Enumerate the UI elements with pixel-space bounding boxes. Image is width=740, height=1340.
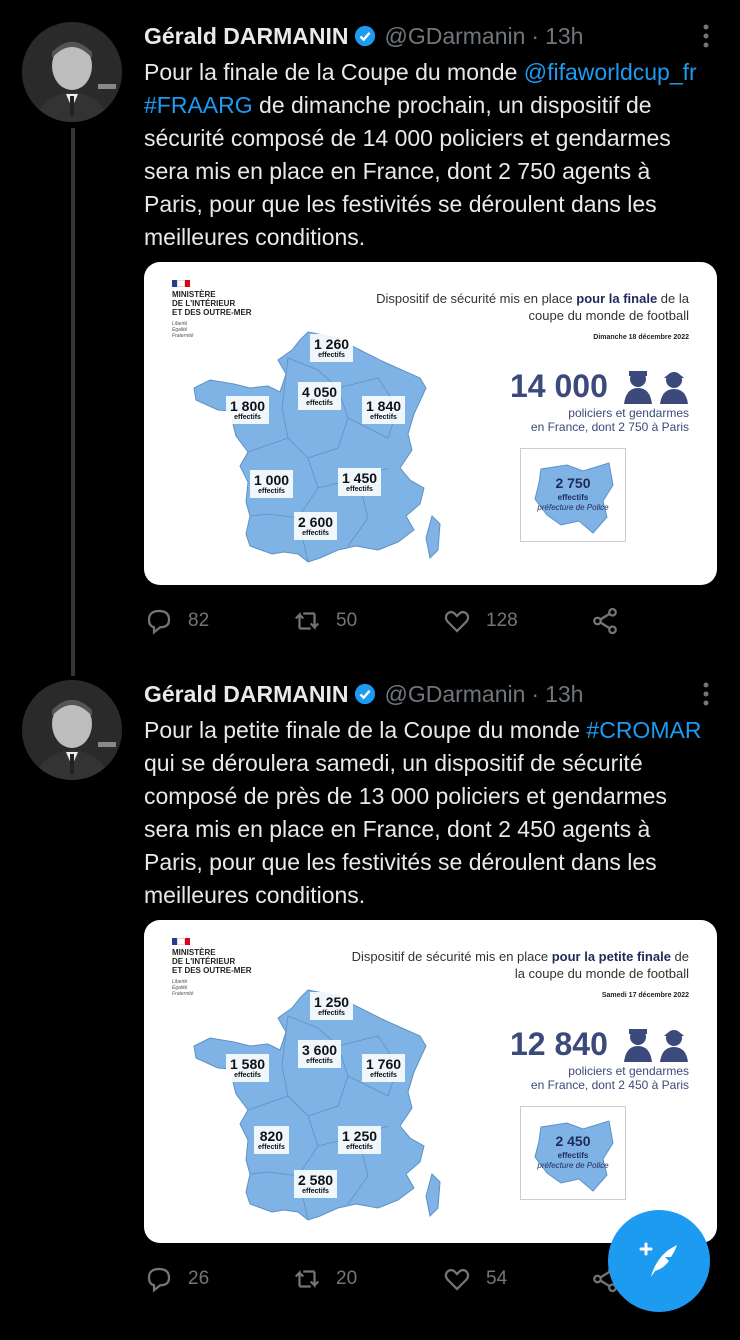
tweet-text xyxy=(144,714,714,912)
mention-link[interactable]: @fifaworldcup_fr xyxy=(523,59,697,85)
forces-line: en France, dont 2 750 à Paris xyxy=(530,420,689,434)
zone-label xyxy=(310,334,353,362)
zone-label xyxy=(362,396,405,424)
zone-label xyxy=(250,470,293,498)
zone-count: 1 760 xyxy=(366,1056,402,1072)
tweet-text-part: Pour la finale de la Coupe du monde xyxy=(144,59,524,85)
zone-unit: effectifs xyxy=(258,1144,285,1151)
compose-tweet-icon xyxy=(637,1239,681,1283)
retweet-button[interactable] xyxy=(292,1262,357,1296)
share-button[interactable] xyxy=(590,604,634,638)
avatar-photo xyxy=(22,22,122,122)
zone-label xyxy=(254,1126,289,1154)
forces-line: policiers et gendarmes xyxy=(568,406,689,420)
author-handle[interactable]: @GDarmanin xyxy=(384,680,526,707)
zone-unit: effectifs xyxy=(258,488,285,495)
zone-unit: effectifs xyxy=(370,414,397,421)
reply-icon xyxy=(144,606,174,636)
motto-line: Fraternité xyxy=(172,333,194,339)
zone-unit: effectifs xyxy=(234,414,261,421)
zone-count: 1 840 xyxy=(366,398,402,414)
more-options-icon[interactable] xyxy=(700,680,712,708)
like-count: 128 xyxy=(486,610,518,631)
zone-count: 1 450 xyxy=(342,470,378,486)
police-officers-icon xyxy=(622,368,692,404)
paris-authority: préfecture de Police xyxy=(537,1161,609,1170)
paris-inset xyxy=(520,448,626,542)
author-handle[interactable]: @GDarmanin xyxy=(384,22,526,49)
hashtag-link[interactable]: #FRAARG xyxy=(144,92,253,118)
paris-authority: préfecture de Police xyxy=(537,503,609,512)
avatar-photo xyxy=(22,680,122,780)
heart-icon xyxy=(442,1264,472,1294)
zone-count: 1 000 xyxy=(254,472,290,488)
hashtag-link[interactable]: #CROMAR xyxy=(586,717,702,743)
paris-count: 2 750 xyxy=(555,475,591,491)
separator-dot: · xyxy=(531,22,540,49)
compose-tweet-button[interactable] xyxy=(608,1210,710,1312)
reply-icon xyxy=(144,1264,174,1294)
heart-icon xyxy=(442,606,472,636)
zone-count: 1 250 xyxy=(342,1128,378,1144)
zone-label xyxy=(298,1040,341,1068)
like-count: 54 xyxy=(486,1268,508,1289)
reply-button[interactable] xyxy=(144,604,209,638)
avatar[interactable] xyxy=(22,22,122,122)
tweet-text-part: Pour la petite finale de la Coupe du monde xyxy=(144,717,587,743)
zone-unit: effectifs xyxy=(306,1058,333,1065)
retweet-icon xyxy=(292,1264,322,1294)
zone-label xyxy=(294,512,337,540)
ministry-line: ET DES OUTRE-MER xyxy=(172,966,252,975)
title-bold: pour la petite finale xyxy=(551,949,671,964)
verified-badge-icon xyxy=(354,25,376,47)
retweet-count: 50 xyxy=(336,610,358,631)
ministry-line: MINISTÈRE xyxy=(172,290,216,299)
tweet-image[interactable] xyxy=(144,262,717,585)
forces-description xyxy=(469,406,689,434)
reply-count: 26 xyxy=(188,1268,210,1289)
zone-label xyxy=(226,396,269,424)
title-bold: pour la finale xyxy=(576,291,658,306)
motto-line: Égalité xyxy=(172,985,188,991)
zone-unit: effectifs xyxy=(234,1072,261,1079)
ministry-line: ET DES OUTRE-MER xyxy=(172,308,252,317)
zone-count: 2 600 xyxy=(298,514,334,530)
title-part: Dispositif de sécurité mis en place xyxy=(351,949,552,964)
total-forces: 12 840 xyxy=(510,1026,608,1062)
share-icon xyxy=(590,606,620,636)
zone-count: 1 580 xyxy=(230,1056,266,1072)
zone-unit: effectifs xyxy=(302,530,329,537)
motto-line: Liberté xyxy=(172,979,188,985)
like-button[interactable] xyxy=(442,604,518,638)
zone-unit: effectifs xyxy=(346,1144,373,1151)
tweet-image[interactable] xyxy=(144,920,717,1243)
zone-count: 1 260 xyxy=(314,336,350,352)
retweet-icon xyxy=(292,606,322,636)
zone-unit: effectifs xyxy=(318,1010,345,1017)
zone-unit: effectifs xyxy=(302,1188,329,1195)
motto-line: Égalité xyxy=(172,327,188,333)
more-options-icon[interactable] xyxy=(700,22,712,50)
zone-label xyxy=(298,382,341,410)
separator-dot: · xyxy=(531,680,540,707)
total-forces: 14 000 xyxy=(510,368,608,404)
zone-count: 2 580 xyxy=(298,1172,334,1188)
paris-count: 2 450 xyxy=(555,1133,591,1149)
police-officers-icon xyxy=(622,1026,692,1062)
zone-label xyxy=(310,992,353,1020)
zone-label xyxy=(338,1126,381,1154)
forces-description xyxy=(469,1064,689,1092)
ministry-line: DE L'INTÉRIEUR xyxy=(172,299,236,308)
reply-button[interactable] xyxy=(144,1262,209,1296)
paris-inset xyxy=(520,1106,626,1200)
zone-label xyxy=(338,468,381,496)
like-button[interactable] xyxy=(442,1262,507,1296)
ministry-line: DE L'INTÉRIEUR xyxy=(172,957,236,966)
motto-line: Liberté xyxy=(172,321,188,327)
timestamp[interactable]: 13h xyxy=(545,680,584,707)
zone-unit: effectifs xyxy=(346,486,373,493)
ministry-line: MINISTÈRE xyxy=(172,948,216,957)
zone-count: 4 050 xyxy=(302,384,338,400)
verified-badge-icon xyxy=(354,683,376,705)
timestamp[interactable]: 13h xyxy=(545,22,584,49)
tweet-actions xyxy=(144,1262,644,1296)
retweet-count: 20 xyxy=(336,1268,358,1289)
author-name[interactable]: Gérald DARMANIN xyxy=(144,680,349,707)
author-name[interactable]: Gérald DARMANIN xyxy=(144,22,349,49)
paris-unit: effectifs xyxy=(557,1151,589,1160)
zone-count: 1 800 xyxy=(230,398,266,414)
zone-unit: effectifs xyxy=(318,352,345,359)
zone-count: 1 250 xyxy=(314,994,350,1010)
zone-unit: effectifs xyxy=(370,1072,397,1079)
forces-line: en France, dont 2 450 à Paris xyxy=(530,1078,689,1092)
avatar[interactable] xyxy=(22,680,122,780)
reply-count: 82 xyxy=(188,610,210,631)
thread-connector-line xyxy=(71,128,75,676)
zone-label xyxy=(362,1054,405,1082)
tweet-actions xyxy=(144,604,644,638)
title-part: de la coupe du monde de football xyxy=(528,291,689,323)
title-part: de la coupe du monde de football xyxy=(514,949,689,981)
tweet-text-part: de dimanche prochain, un dispositif de sécurité composé de 14 000 policiers et gendarmes sera mis en place en France, dont 2 750 agents à Paris, pour que les festivités se déroulent dans les meilleures conditions. xyxy=(144,92,671,250)
tweet-text xyxy=(144,56,714,254)
zone-label xyxy=(226,1054,269,1082)
paris-unit: effectifs xyxy=(557,493,589,502)
forces-line: policiers et gendarmes xyxy=(568,1064,689,1078)
zone-count: 820 xyxy=(259,1128,284,1144)
title-part: Dispositif de sécurité mis en place xyxy=(376,291,577,306)
infographic-date: Dimanche 18 décembre 2022 xyxy=(593,334,689,341)
infographic-date: Samedi 17 décembre 2022 xyxy=(601,992,689,999)
retweet-button[interactable] xyxy=(292,604,357,638)
motto-line: Fraternité xyxy=(172,991,194,997)
zone-count: 3 600 xyxy=(302,1042,338,1058)
tweet-text-part: qui se déroulera samedi, un dispositif de sécurité composé de près de 13 000 policiers et gendarmes sera mis en place en France, dont 2 450 agents à Paris, pour que les festivités se déroulent dans les meilleures conditions. xyxy=(144,750,667,908)
zone-unit: effectifs xyxy=(306,400,333,407)
zone-label xyxy=(294,1170,337,1198)
